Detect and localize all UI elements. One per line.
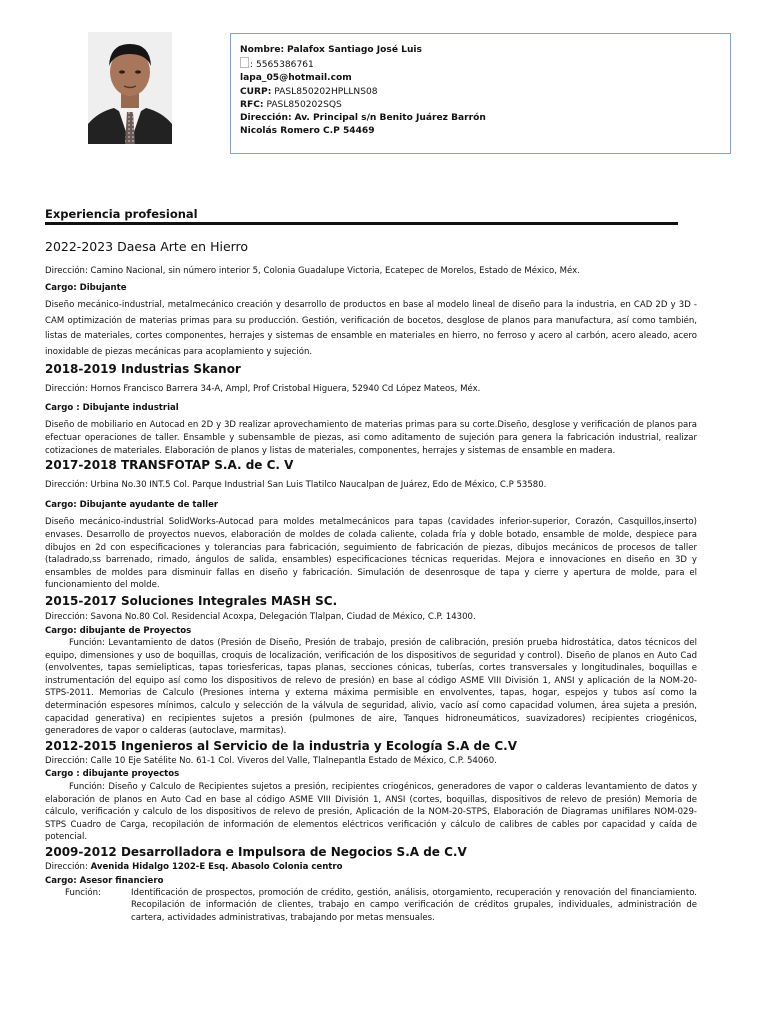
job-heading: 2009-2012 Desarrolladora e Impulsora de Negocios S.A de C.V <box>45 845 467 859</box>
job-function-row <box>45 887 697 924</box>
portrait-image <box>88 32 172 144</box>
job-address: Avenida Hidalgo 1202-E Esq. Abasolo Colonia centro <box>90 862 343 872</box>
curp-label: CURP: <box>240 86 272 97</box>
email-line <box>240 72 730 85</box>
job-heading: 2018-2019 Industrias Skanor <box>45 362 241 377</box>
job-address: Dirección: Hornos Francisco Barrera 34-A, Ampl, Prof Cristobal Higuera, 52940 Cd López Mateos, Méx. <box>45 384 481 395</box>
profile-photo <box>88 32 172 144</box>
rfc-label: RFC: <box>240 99 264 110</box>
job-role: Cargo: Dibujante <box>45 282 127 293</box>
job-heading: 2012-2015 Ingenieros al Servicio de la industria y Ecología S.A de C.V <box>45 738 518 753</box>
rfc-value: PASL850202SQS <box>266 99 342 110</box>
job-role: Cargo: Asesor financiero <box>45 875 164 886</box>
job-function-label: Función: <box>65 888 101 899</box>
job-address: Dirección: Camino Nacional, sin número interior 5, Colonia Guadalupe Victoria, Ecatepec de Morelos, Estado de México, Méx. <box>45 266 580 276</box>
curp-value: PASL850202HPLLNS08 <box>274 86 378 97</box>
job-description: Diseño mecánico-industrial, metalmecánico creación y desarrollo de productos en base al modelo lineal de diseño para la industria, en CAD 2D y 3D -CAM optimización de materias primas para su producción. Gestión, verificación de bocetos, desglose de planos para manufactura, así como también, listas de materiales, cortes componentes, herrajes y sistemas de ensamble en materiales en hierro, no ferroso y acero al carbón, acero aleado, acero inoxidable de piezas mecánicas para acoplamiento y sujeción. <box>45 300 697 357</box>
section-divider <box>45 222 678 225</box>
job-description: Función: Levantamiento de datos (Presión de Diseño, Presión de trabajo, presión de calibración, presión prueba hidrostática, datos técnicos del equipo, dimensiones y uso de boquillas, croquis de localización, verificación de los dispositivos de seguridad y control). Diseño de planos en Auto Cad (envolventes, tapas semielipticas, tapas toriesfericas, tapas planas, secciones cónicas, tuberías, cortes transversales y longitudinales, boquillas e instrumentación del equipo así como los dispositivos de relevo de presión) en base al código ASME VIII División 1, ANSI y aplicación de la NOM-20-STPS-2011. Memorias de Calculo (Presiones interna y externa máxima permisible en envolventes, tapas, hogar, espejos y tubos así como la determinación espesores mínimos, calculo y selección de la válvula de seguridad, alivio, vacío así como capacidad volumen, área sujeta a presión, capacidad generativa) en recipientes sujetos a presión (pulmones de aire, Tanques hidroneumáticos, suavizadores) recipientes criogénicos, generadores de vapor o calderas (autoclave, marmitas). <box>45 638 697 737</box>
job-address-label: Dirección: <box>45 862 88 872</box>
email-address: lapa_05@hotmail.com <box>240 73 352 84</box>
job-address: Dirección: Calle 10 Eje Satélite No. 61-1 Col. Viveros del Valle, Tlalnepantla Estado de México, C.P. 54060. <box>45 755 497 766</box>
section-title: Experiencia profesional <box>45 207 198 221</box>
job-heading: 2017-2018 TRANSFOTAP S.A. de C. V <box>45 458 294 473</box>
name-label: Nombre: <box>240 45 285 55</box>
job-role: Cargo : Dibujante industrial <box>45 402 179 413</box>
address-label: Dirección: <box>240 113 292 124</box>
job-description: Identificación de prospectos, promoción de crédito, gestión, análisis, otorgamiento, recuperación y renovación del financiamiento. Recopilación de información de clientes, trabajo en campo verificación de créditos grupales, individuales, administración de cartera, actividades administrativas, trabajando por metas mensuales. <box>131 888 697 923</box>
contact-info-box <box>230 33 731 154</box>
curp-line <box>240 86 730 99</box>
rfc-line <box>240 99 730 112</box>
phone-icon <box>240 57 249 68</box>
job-description: Diseño de mobiliario en Autocad en 2D y 3D realizar aprovechamiento de materias primas para su corte.Diseño, desglose y verificación de planos para efectuar operaciones de taller. Ensamble y subensamble de piezas, asi como aditamento de sujeción para genera la fabricación industrial, realizar cotizaciones de materiales. Elaboración de planos y listas de materiales, componentes, herrajes y sistemas de ensamble en madera. <box>45 420 697 456</box>
job-role: Cargo: dibujante de Proyectos <box>45 625 192 636</box>
job-heading: 2022-2023 Daesa Arte en Hierro <box>45 239 249 254</box>
job-role: Cargo : dibujante proyectos <box>45 769 180 780</box>
address-line <box>240 112 730 125</box>
job-role: Cargo: Dibujante ayudante de taller <box>45 499 219 510</box>
address-line-2 <box>240 125 730 138</box>
phone-line <box>240 57 730 72</box>
job-description: Diseño mecánico-industrial SolidWorks-Autocad para moldes metalmecánicos para tapas (cavidades inferior-superior, Corazón, Casquillos,inserto) envases. Desarrollo de proyectos nuevos, elaboración de moldes de colada caliente, colada fría y doble botado, ensamble de molde, despiece para dibujos en 2d con especificaciones y tolerancias para fabricación, seguimiento de fabricación de piezas, dibujos mecánicos de procesos de taller (taladrado,ss barrenado, rimado, ángulos de salida, ensambles) especificaciones técnicas requeridas. Mejora e innovaciones en diseño en 3D y ensambles de moldes para disminuir fallas en diseño y fabricación. Simulación de desenrosque de tapa y cierre y apertura de molde, para el funcionamiento del molde. <box>45 517 697 591</box>
address-value: Av. Principal s/n Benito Juárez Barrón <box>294 113 486 124</box>
job-heading: 2015-2017 Soluciones Integrales MASH SC. <box>45 593 338 608</box>
name-line <box>240 44 730 57</box>
job-address: Dirección: Savona No.80 Col. Residencial Acoxpa, Delegación Tlalpan, Ciudad de México, C.P. 14300. <box>45 611 476 622</box>
full-name: Palafox Santiago José Luis <box>287 45 422 55</box>
job-address-line <box>45 861 697 874</box>
job-description: Función: Diseño y Calculo de Recipientes sujetos a presión, recipientes criogénicos, generadores de vapor o calderas levantamiento de datos y elaboración de planos en Auto Cad en base al código ASME VIII División 1, ANSI (cortes, boquillas, dispositivos de relevo de presión) Memoria de cálculo, verificación y calculo de los dispositivos de relevo de presión, Aplicación de la NOM-20-STPS, Elaboración de Diagramas unifilares NOM-029-STPS Cuadro de Carga, recopilación de información de elementos eléctricos verificación y cálculo de calibres de cables por capacidad y caída de potencial. <box>45 782 697 843</box>
job-address: Dirección: Urbina No.30 INT.5 Col. Parque Industrial San Luis Tlatilco Naucalpan de Juárez, Edo de México, C.P 53580. <box>45 480 547 491</box>
experience-list <box>45 236 697 924</box>
phone-number: : 5565386761 <box>250 60 314 71</box>
address-value-2: Nicolás Romero C.P 54469 <box>240 126 375 137</box>
